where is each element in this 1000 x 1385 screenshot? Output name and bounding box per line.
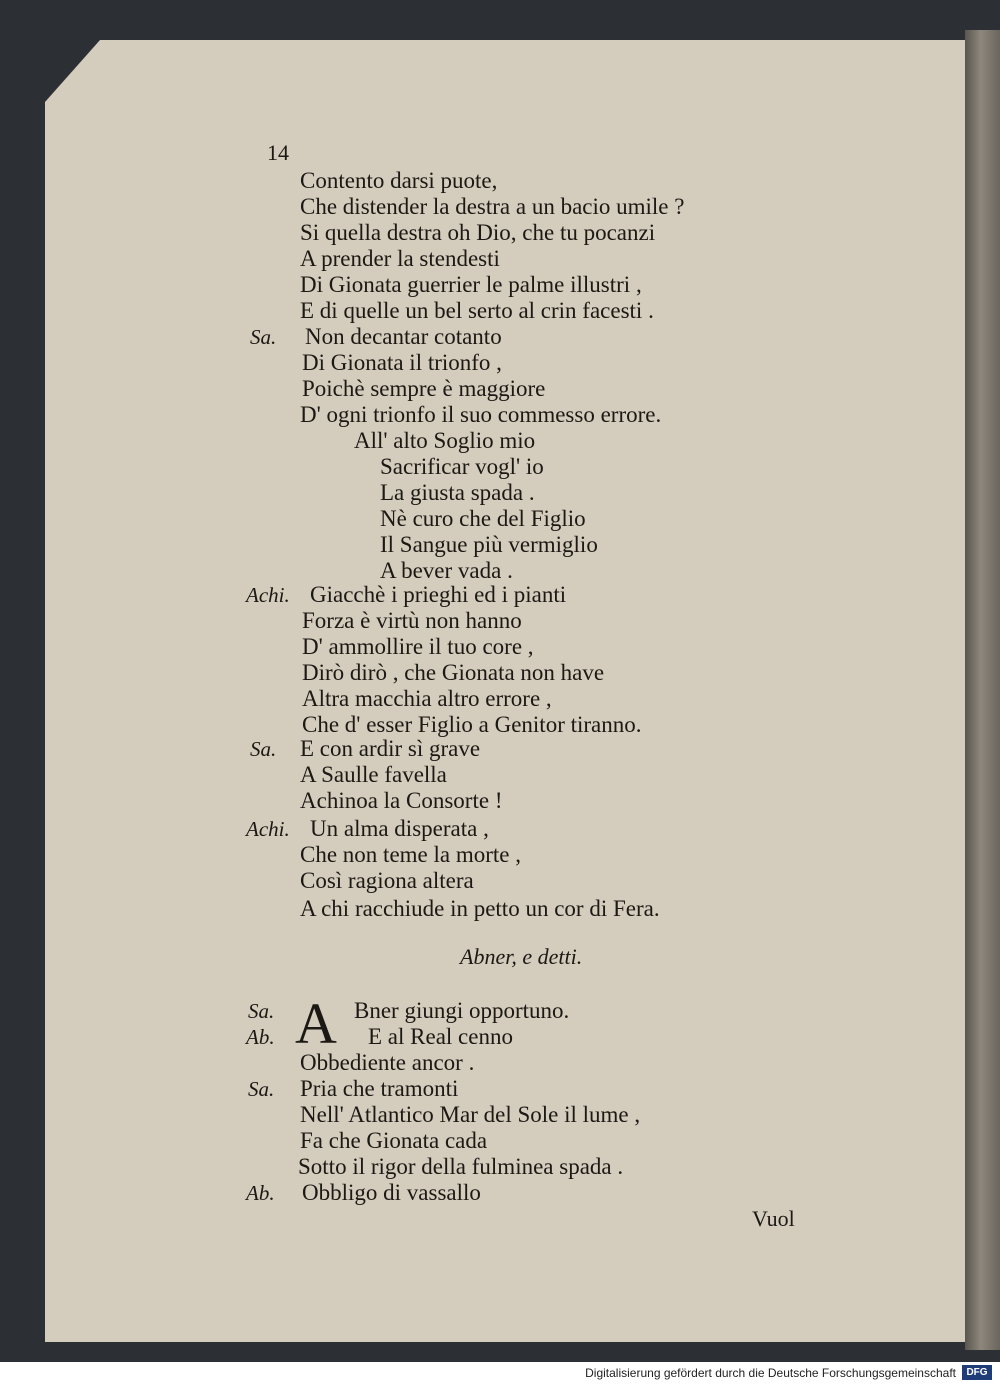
verse-line: La giusta spada . xyxy=(380,480,535,505)
scene-heading: Abner, e detti. xyxy=(460,944,583,969)
speaker-label: Achi. xyxy=(246,817,290,841)
verse-line: Poichè sempre è maggiore xyxy=(302,376,546,401)
verse-line: Di Gionata guerrier le palme illustri , xyxy=(300,272,642,297)
speaker-label: Sa. xyxy=(250,737,277,761)
verse-line: Pria che tramonti xyxy=(300,1076,459,1101)
verse-line: Giacchè i prieghi ed i pianti xyxy=(310,582,567,607)
dfg-logo: DFG xyxy=(962,1365,992,1380)
verse-line: D' ammollire il tuo core , xyxy=(302,634,534,659)
verse-line: Achinoa la Consorte ! xyxy=(300,788,503,813)
verse-line: Fa che Gionata cada xyxy=(300,1128,488,1153)
verse-line: Obbediente ancor . xyxy=(300,1050,475,1075)
verse-line: Si quella destra oh Dio, che tu pocanzi xyxy=(300,220,656,245)
speaker-label: Sa. xyxy=(250,325,277,349)
speaker-label: Achi. xyxy=(246,583,290,607)
verse-line: Di Gionata il trionfo , xyxy=(302,350,502,375)
verse-line: A Saulle favella xyxy=(300,762,447,787)
verse-line: Bner giungi opportuno. xyxy=(354,998,570,1023)
verse-line: Non decantar cotanto xyxy=(305,324,502,349)
speaker-label: Sa. xyxy=(248,1077,275,1101)
verse-line: D' ogni trionfo il suo commesso errore. xyxy=(300,402,662,427)
verse-line: Contento darsi puote, xyxy=(300,168,498,193)
verse-line: E al Real cenno xyxy=(368,1024,513,1049)
speaker-label: Sa. xyxy=(248,999,275,1023)
verse-line: Dirò dirò , che Gionata non have xyxy=(302,660,605,685)
verse-line: Il Sangue più vermiglio xyxy=(380,532,598,557)
verse-line: Sacrificar vogl' io xyxy=(380,454,544,479)
verse-line: Forza è virtù non hanno xyxy=(302,608,522,633)
digitization-footer xyxy=(0,1362,1000,1385)
verse-line: Un alma disperata , xyxy=(310,816,489,841)
verse-line: Obbligo di vassallo xyxy=(302,1180,481,1205)
verse-line: Che non teme la morte , xyxy=(300,842,521,867)
drop-cap: A xyxy=(295,991,337,1056)
verse-line: A chi racchiude in petto un cor di Fera. xyxy=(300,896,660,921)
verse-line: Che d' esser Figlio a Genitor tiranno. xyxy=(302,712,642,737)
verse-line: Che distender la destra a un bacio umile ? xyxy=(300,194,685,219)
verse-line: Nè curo che del Figlio xyxy=(380,506,586,531)
speaker-label: Ab. xyxy=(246,1025,275,1049)
verse-line: A bever vada . xyxy=(380,558,513,583)
catchword: Vuol xyxy=(752,1206,795,1231)
verse-line: Nell' Atlantico Mar del Sole il lume , xyxy=(300,1102,641,1127)
verse-line: A prender la stendesti xyxy=(300,246,500,271)
footer-credit: Digitalisierung gefördert durch die Deutsche Forschungsgemeinschaft xyxy=(585,1366,956,1380)
verse-line: E di quelle un bel serto al crin facesti . xyxy=(300,298,654,323)
verse-line: Sotto il rigor della fulminea spada . xyxy=(298,1154,624,1179)
verse-line: All' alto Soglio mio xyxy=(354,428,536,453)
verse-line: Così ragiona altera xyxy=(300,868,474,893)
speaker-label: Ab. xyxy=(246,1181,275,1205)
verse-line: Altra macchia altro errore , xyxy=(302,686,552,711)
verse-line: E con ardir sì grave xyxy=(300,736,481,761)
page-number: 14 xyxy=(267,140,289,165)
adjacent-page-edge xyxy=(965,30,1000,1350)
